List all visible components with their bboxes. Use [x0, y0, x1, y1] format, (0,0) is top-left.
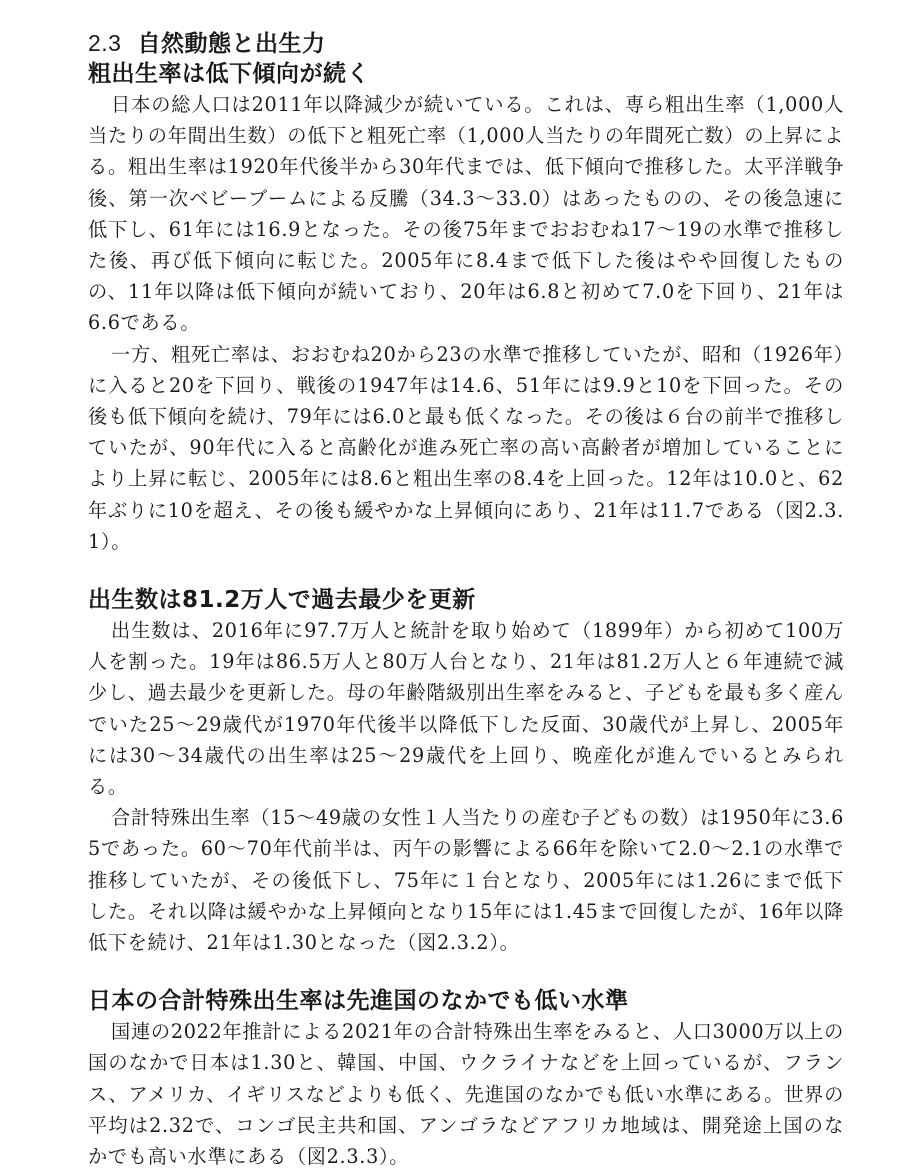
section-number: 2.3 [88, 30, 122, 56]
paragraph: 合計特殊出生率（15～49歳の女性１人当たりの産む子どもの数）は1950年に3.65であった。60～70年代前半は、丙午の影響による66年を除いて2.0～2.1の水準で推移していたが、その後低下し、75年に１台となり、2005年には1.26にまで低下した。それ以降は緩やかな上昇傾向となり15年には1.45まで回復したが、16年以降低下を続け、21年は1.30となった（図2.3.2）。 [88, 806, 844, 955]
paragraph: 日本の総人口は2011年以降減少が続いている。これは、専ら粗出生率（1,000人当たりの年間出生数）の低下と粗死亡率（1,000人当たりの年間死亡数）の上昇による。粗出生率は1920年代後半から30年代までは、低下傾向で推移した。太平洋戦争後、第一次ベビーブームによる反騰（34.3～33.0）はあったものの、その後急速に低下し、61年には16.9となった。その後75年までおおむね17～19の水準で推移した後、再び低下傾向に転じた。2005年に8.4まで低下した後はやや回復したものの、11年以降は低下傾向が続いており、20年は6.8と初めて7.0を下回り、21年は6.6である。 [88, 93, 844, 335]
subsection-heading-birth-rate: 粗出生率は低下傾向が続く [88, 61, 370, 87]
subsection-heading-births: 出生数は81.2万人で過去最少を更新 [88, 587, 476, 614]
paragraph: 一方、粗死亡率は、おおむね20から23の水準で推移していたが、昭和（1926年）に入ると20を下回り、戦後の1947年は14.6、51年には9.9と10を下回った。その後も低下傾向を続け、79年には6.0と最も低くなった。その後は６台の前半で推移していたが、90年代に入ると高齢化が進み死亡率の高い高齢者が増加していることにより上昇に転じ、2005年には8.6と粗出生率の8.4を上回った。12年は10.0と、62年ぶりに10を超え、その後も緩やかな上昇傾向にあり、21年は11.7である（図2.3.1）。 [88, 342, 844, 553]
section-title: 自然動態と出生力 [137, 31, 326, 57]
paragraph: 国連の2022年推計による2021年の合計特殊出生率をみると、人口3000万以上の国のなかで日本は1.30と、韓国、中国、ウクライナなどを上回っているが、フランス、アメリカ、イギリスなどよりも低く、先進国のなかでも低い水準にある。世界の平均は2.32で、コンゴ民主共和国、アンゴラなどアフリカ地域は、開発途上国のなかでも高い水準にある（図2.3.3）。 [88, 1020, 844, 1169]
document-page [88, 28, 844, 1172]
section-heading [88, 28, 844, 59]
paragraph: 出生数は、2016年に97.7万人と統計を取り始めて（1899年）から初めて100万人を割った。19年は86.5万人と80万人台となり、21年は81.2万人と６年連続で減少し、過去最少を更新した。母の年齢階級別出生率をみると、子どもを最も多く産んでいた25～29歳代が1970年代後半以降低下した反面、30歳代が上昇し、2005年には30～34歳代の出生率は25～29歳代を上回り、晩産化が進んでいるとみられる。 [88, 619, 844, 799]
subsection-heading-tfr-comparison: 日本の合計特殊出生率は先進国のなかでも低い水準 [88, 988, 629, 1015]
